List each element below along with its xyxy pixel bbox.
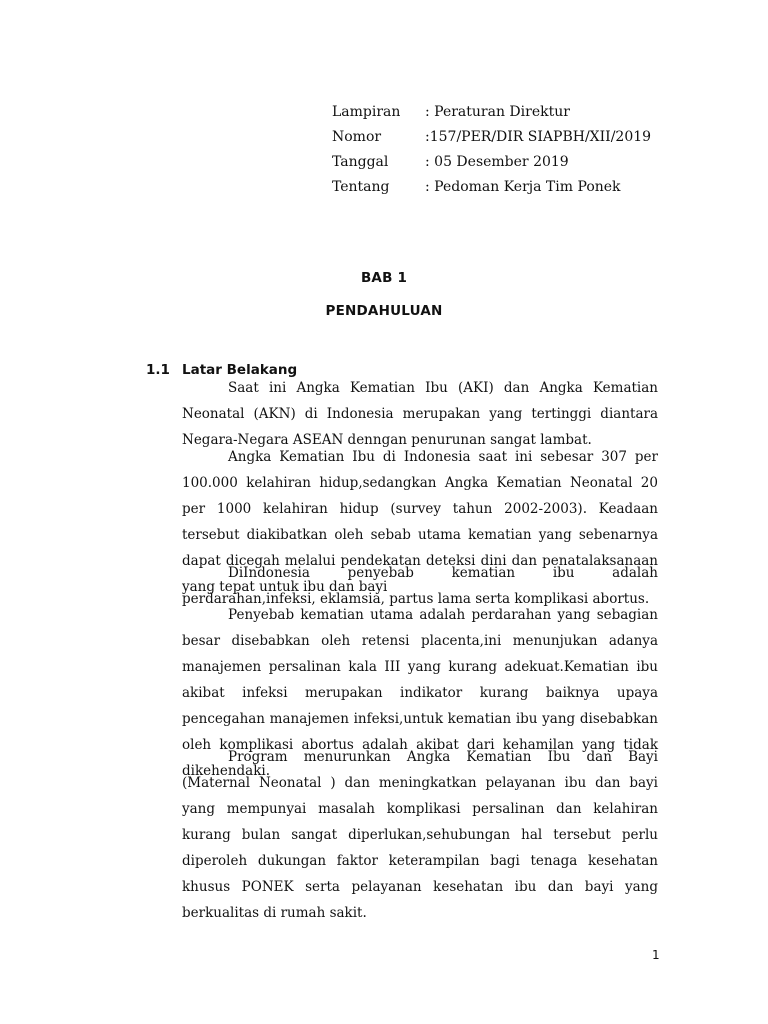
section-title: Latar Belakang <box>182 362 298 378</box>
section-number: 1.1 <box>146 362 170 378</box>
paragraph: Angka Kematian Ibu di Indonesia saat ini sebesar 307 per 100.000 kelahiran hidup,sedangkan Angka Kematian Neonatal 20 per 1000 kelahiran hidup (survey tahun 2002-2003). Keadaan tersebut diakibatkan oleh sebab utama kematian yang sebenarnya dapat dicegah melalui pendekatan deteksi dini dan penatalaksanaan yang tepat untuk ibu dan bayi <box>182 449 658 595</box>
header-row-nomor <box>332 128 712 153</box>
paragraph: Saat ini Angka Kematian Ibu (AKI) dan Angka Kematian Neonatal (AKN) di Indonesia merupakan yang tertinggi diantara Negara-Negara ASEAN denngan penurunan sangat lambat. <box>182 380 658 448</box>
paragraph: DiIndonesia penyebab kematian ibu adalah perdarahan,infeksi, eklamsia, partus lama serta komplikasi abortus. <box>182 565 658 607</box>
page-number: 1 <box>652 948 660 962</box>
paragraph: Penyebab kematian utama adalah perdarahan yang sebagian besar disebabkan oleh retensi placenta,ini menunjukan adanya manajemen persalinan kala III yang kurang adekuat.Kematian ibu akibat infeksi merupakan indikator kurang baiknya upaya pencegahan manajemen infeksi,untuk kematian ibu yang disebabkan oleh komplikasi abortus adalah akibat dari kehamilan yang tidak dikehendaki. <box>182 607 658 779</box>
chapter-title: PENDAHULUAN <box>325 303 443 319</box>
header-row-tentang <box>332 178 712 203</box>
header-label: Nomor <box>332 129 382 145</box>
chapter-heading: BAB 1 <box>360 270 408 286</box>
header-label: Lampiran <box>332 104 401 120</box>
attachment-header <box>332 103 712 203</box>
paragraph: Program menurunkan Angka Kematian Ibu dan Bayi (Maternal Neonatal ) dan meningkatkan pelayanan ibu dan bayi yang mempunyai masalah komplikasi persalinan dan kelahiran kurang bulan sangat diperlukan,sehubungan hal tersebut perlu diperoleh dukungan faktor keterampilan bagi tenaga kesehatan khusus PONEK serta pelayanan kesehatan ibu dan bayi yang berkualitas di rumah sakit. <box>182 749 658 921</box>
header-row-tanggal <box>332 153 712 178</box>
header-row-lampiran <box>332 103 712 128</box>
header-value: :157/PER/DIR SIAPBH/XII/2019 <box>425 129 652 145</box>
header-label: Tanggal <box>332 154 389 170</box>
header-value: : 05 Desember 2019 <box>425 154 569 170</box>
header-value: : Peraturan Direktur <box>425 104 570 120</box>
header-label: Tentang <box>332 179 390 195</box>
header-value: : Pedoman Kerja Tim Ponek <box>425 179 621 195</box>
